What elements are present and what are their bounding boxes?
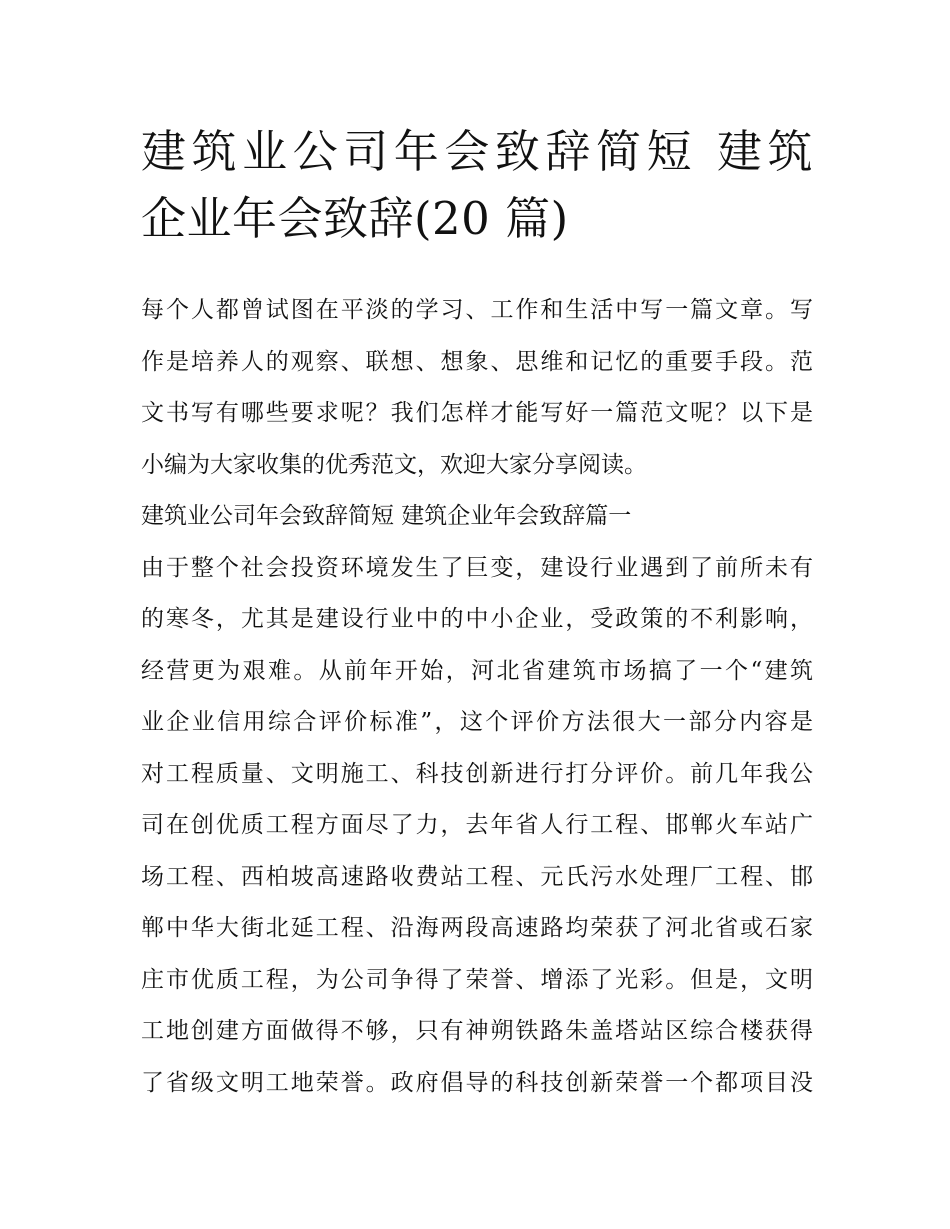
intro-line: 作是培养人的观察、联想、想象、思维和记忆的重要手段。范 <box>141 348 813 375</box>
section-heading: 建筑业公司年会致辞简短 建筑企业年会致辞篇一 <box>141 503 632 529</box>
intro-line: 每个人都曾试图在平淡的学习、工作和生活中写一篇文章。写 <box>141 297 813 323</box>
body-line: 工地创建方面做得不够，只有神朔铁路朱盖塔站区综合楼获得 <box>141 1018 813 1044</box>
title-line: 企业年会致辞(20 篇) <box>141 192 569 245</box>
document-content <box>141 118 813 1109</box>
body-line: 司在创优质工程方面尽了力，去年省人行工程、邯郸火车站广 <box>141 812 813 838</box>
intro-line: 小编为大家收集的优秀范文，欢迎大家分享阅读。 <box>141 451 647 478</box>
body-line: 对工程质量、文明施工、科技创新进行打分评价。前几年我公 <box>141 760 813 787</box>
body-line: 庄市优质工程，为公司争得了荣誉、增添了光彩。但是，文明 <box>141 966 813 993</box>
body-line: 经营更为艰难。从前年开始，河北省建筑市场搞了一个“建筑 <box>141 657 813 684</box>
body-line: 了省级文明工地荣誉。政府倡导的科技创新荣誉一个都项目没 <box>141 1069 813 1096</box>
document-title <box>141 118 813 252</box>
body-line: 由于整个社会投资环境发生了巨变，建设行业遇到了前所未有 <box>141 554 813 581</box>
body-line: 郸中华大街北延工程、沿海两段高速路均荣获了河北省或石家 <box>141 915 813 941</box>
body-line: 业企业信用综合评价标准”，这个评价方法很大一部分内容是 <box>141 709 813 735</box>
body-line: 的寒冬，尤其是建设行业中的中小企业，受政策的不利影响， <box>141 606 813 632</box>
body-line: 场工程、西柏坡高速路收费站工程、元氏污水处理厂工程、邯 <box>141 863 813 890</box>
title-line: 建筑业公司年会致辞简短 建筑 <box>141 125 813 178</box>
intro-line: 文书写有哪些要求呢？我们怎样才能写好一篇范文呢？以下是 <box>141 400 813 426</box>
intro-paragraph <box>141 285 813 1109</box>
